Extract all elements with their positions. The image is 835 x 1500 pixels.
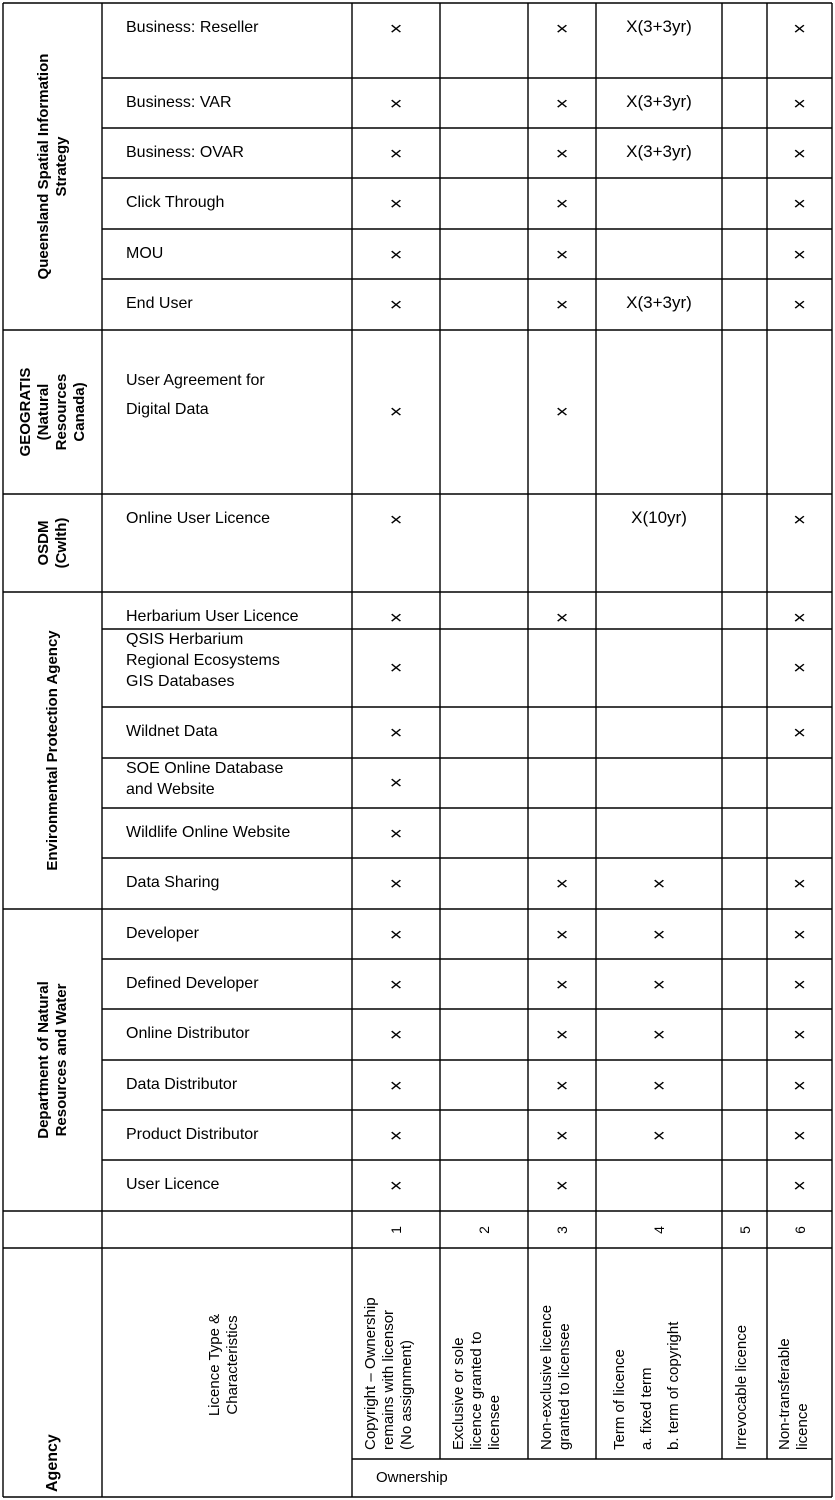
- agency-label-line: Resources: [52, 373, 70, 451]
- cell-mark: ×: [793, 1075, 806, 1096]
- agency-label: [35, 909, 71, 1211]
- licence-type-label: SOE Online Database: [126, 760, 284, 777]
- licence-type-label: GIS Databases: [126, 673, 235, 690]
- licence-type-label: End User: [126, 295, 193, 312]
- cell-mark: ×: [555, 93, 569, 114]
- licence-type-label: Online User Licence: [126, 510, 271, 527]
- cell-mark: ×: [793, 193, 806, 214]
- cell-mark: X(3+3yr): [626, 92, 692, 111]
- licence-type-label: Click Through: [126, 194, 225, 211]
- cell-mark: ×: [555, 1125, 569, 1146]
- cell-mark: ×: [389, 93, 403, 114]
- term-header: [606, 1322, 687, 1450]
- term-header-line: Term of licence: [611, 1349, 628, 1450]
- non-exclusive-header-line: Non-exclusive licence: [538, 1304, 555, 1450]
- cell-mark: ×: [555, 873, 569, 894]
- licence-type-label: Developer: [126, 925, 199, 942]
- licence-column-header-line: Licence Type &: [206, 1313, 223, 1417]
- cell-mark: ×: [389, 1175, 403, 1196]
- irrevocable-header: [733, 1325, 751, 1450]
- term-header-line: b. term of copyright: [665, 1321, 682, 1450]
- cell-mark: ×: [389, 294, 403, 315]
- cell-mark: ×: [793, 722, 806, 743]
- cell-mark: ×: [389, 924, 403, 945]
- cell-mark: ×: [793, 924, 806, 945]
- cell-mark: ×: [652, 924, 666, 945]
- copyright-header-line: (No assignment): [398, 1339, 415, 1450]
- agency-label: [44, 592, 62, 909]
- cell-mark: X(3+3yr): [626, 293, 692, 312]
- licence-type-label: Wildlife Online Website: [126, 824, 291, 841]
- cell-mark: ×: [555, 143, 569, 164]
- cell-mark: ×: [555, 924, 569, 945]
- cell-mark: ×: [389, 1125, 403, 1146]
- agency-label-line: GEOGRATIS: [16, 367, 34, 457]
- exclusive-header: [450, 1332, 504, 1450]
- cell-mark: ×: [555, 244, 569, 265]
- licence-type-label: Herbarium User Licence: [126, 608, 299, 625]
- cell-mark: X(3+3yr): [626, 17, 692, 36]
- cell-mark: ×: [555, 193, 569, 214]
- cell-mark: ×: [555, 1175, 569, 1196]
- cell-mark: ×: [793, 143, 806, 164]
- licence-column-header: [206, 1295, 242, 1435]
- term-header-line: a. fixed term: [638, 1367, 655, 1450]
- agency-label-line: (Cwlth): [52, 517, 70, 569]
- licence-type-label: Wildnet Data: [126, 723, 218, 740]
- cell-mark: ×: [652, 873, 666, 894]
- agency-label-line: OSDM: [34, 520, 52, 566]
- cell-mark: ×: [555, 607, 569, 628]
- cell-mark: ×: [389, 974, 403, 995]
- cell-mark: ×: [793, 1125, 806, 1146]
- cell-mark: ×: [652, 1125, 666, 1146]
- cell-mark: ×: [555, 401, 569, 422]
- cell-mark: ×: [389, 193, 403, 214]
- column-number: 6: [791, 1225, 808, 1234]
- cell-mark: ×: [389, 873, 403, 894]
- cell-mark: ×: [555, 294, 569, 315]
- non-transferable-header-line: licence: [794, 1403, 811, 1450]
- agency-label-line: Environmental Protection Agency: [43, 630, 61, 871]
- agency-label-line: (Natural: [34, 383, 52, 441]
- non-exclusive-header: [538, 1305, 574, 1450]
- cell-mark: ×: [793, 509, 806, 530]
- non-transferable-header: [776, 1338, 812, 1450]
- cell-mark: ×: [555, 1024, 569, 1045]
- licence-type-label: and Website: [126, 781, 215, 798]
- agency-label: [17, 330, 89, 494]
- cell-mark: ×: [389, 722, 403, 743]
- cell-mark: ×: [389, 401, 403, 422]
- cell-mark: ×: [793, 607, 806, 628]
- cell-mark: ×: [793, 873, 806, 894]
- cell-mark: ×: [389, 244, 403, 265]
- licence-type-label: Data Distributor: [126, 1076, 238, 1093]
- licence-type-label: User Licence: [126, 1176, 220, 1193]
- cell-mark: X(3+3yr): [626, 142, 692, 161]
- licence-type-label: QSIS Herbarium: [126, 631, 244, 648]
- cell-mark: ×: [793, 657, 806, 678]
- cell-mark: ×: [389, 823, 403, 844]
- column-number: 2: [476, 1225, 492, 1234]
- cell-mark: ×: [389, 143, 403, 164]
- licence-type-label: Data Sharing: [126, 874, 220, 891]
- cell-mark: ×: [389, 772, 403, 793]
- licence-type-label: Digital Data: [126, 401, 209, 418]
- cell-mark: ×: [652, 1024, 666, 1045]
- cell-mark: X(10yr): [631, 508, 687, 527]
- licence-type-label: Business: OVAR: [126, 144, 244, 161]
- agency-label-line: Department of Natural: [34, 981, 52, 1139]
- column-number: 3: [554, 1225, 570, 1234]
- agency-label-line: Resources and Water: [52, 983, 70, 1137]
- column-number: 1: [388, 1225, 404, 1234]
- cell-mark: ×: [793, 244, 806, 265]
- copyright-header: [362, 1297, 416, 1450]
- agency-label-line: Canada): [70, 382, 88, 442]
- cell-mark: ×: [793, 1175, 806, 1196]
- cell-mark: ×: [389, 1075, 403, 1096]
- cell-mark: ×: [389, 18, 403, 39]
- licence-type-label: Product Distributor: [126, 1126, 259, 1143]
- column-number: 5: [736, 1225, 753, 1234]
- cell-mark: ×: [389, 509, 403, 530]
- exclusive-header-line: licence granted to: [468, 1331, 485, 1450]
- column-number: 4: [651, 1225, 667, 1234]
- cell-mark: ×: [793, 974, 806, 995]
- cell-mark: ×: [652, 1075, 666, 1096]
- licence-type-label: Regional Ecosystems: [126, 652, 280, 669]
- cell-mark: ×: [793, 18, 806, 39]
- ownership-label: Ownership: [376, 1469, 448, 1486]
- cell-mark: ×: [389, 1024, 403, 1045]
- cell-mark: ×: [555, 974, 569, 995]
- agency-label: [35, 494, 71, 592]
- exclusive-header-line: Exclusive or sole: [450, 1337, 467, 1450]
- cell-mark: ×: [793, 1024, 806, 1045]
- non-exclusive-header-line: granted to licensee: [556, 1323, 573, 1450]
- agency-column-header: Agency: [44, 1434, 61, 1492]
- irrevocable-header-line: Irrevocable licence: [733, 1324, 750, 1450]
- copyright-header-line: remains with licensor: [380, 1309, 397, 1450]
- agency-label-line: Strategy: [52, 136, 70, 197]
- agency-label: [35, 3, 71, 330]
- cell-mark: ×: [793, 294, 806, 315]
- licence-type-label: Business: Reseller: [126, 19, 259, 36]
- licence-type-label: Business: VAR: [126, 94, 232, 111]
- licence-type-label: User Agreement for: [126, 372, 265, 389]
- cell-mark: ×: [555, 18, 569, 39]
- licence-type-label: MOU: [126, 245, 164, 262]
- cell-mark: ×: [793, 93, 806, 114]
- licence-column-header-line: Characteristics: [224, 1315, 241, 1415]
- licence-type-label: Online Distributor: [126, 1025, 250, 1042]
- non-transferable-header-line: Non-transferable: [776, 1338, 793, 1450]
- cell-mark: ×: [555, 1075, 569, 1096]
- cell-mark: ×: [389, 607, 403, 628]
- copyright-header-line: Copyright – Ownership: [362, 1297, 379, 1450]
- cell-mark: ×: [652, 974, 666, 995]
- exclusive-header-line: licensee: [486, 1394, 503, 1450]
- licence-type-label: Defined Developer: [126, 975, 259, 992]
- agency-label-line: Queensland Spatial Information: [34, 53, 52, 280]
- cell-mark: ×: [389, 657, 403, 678]
